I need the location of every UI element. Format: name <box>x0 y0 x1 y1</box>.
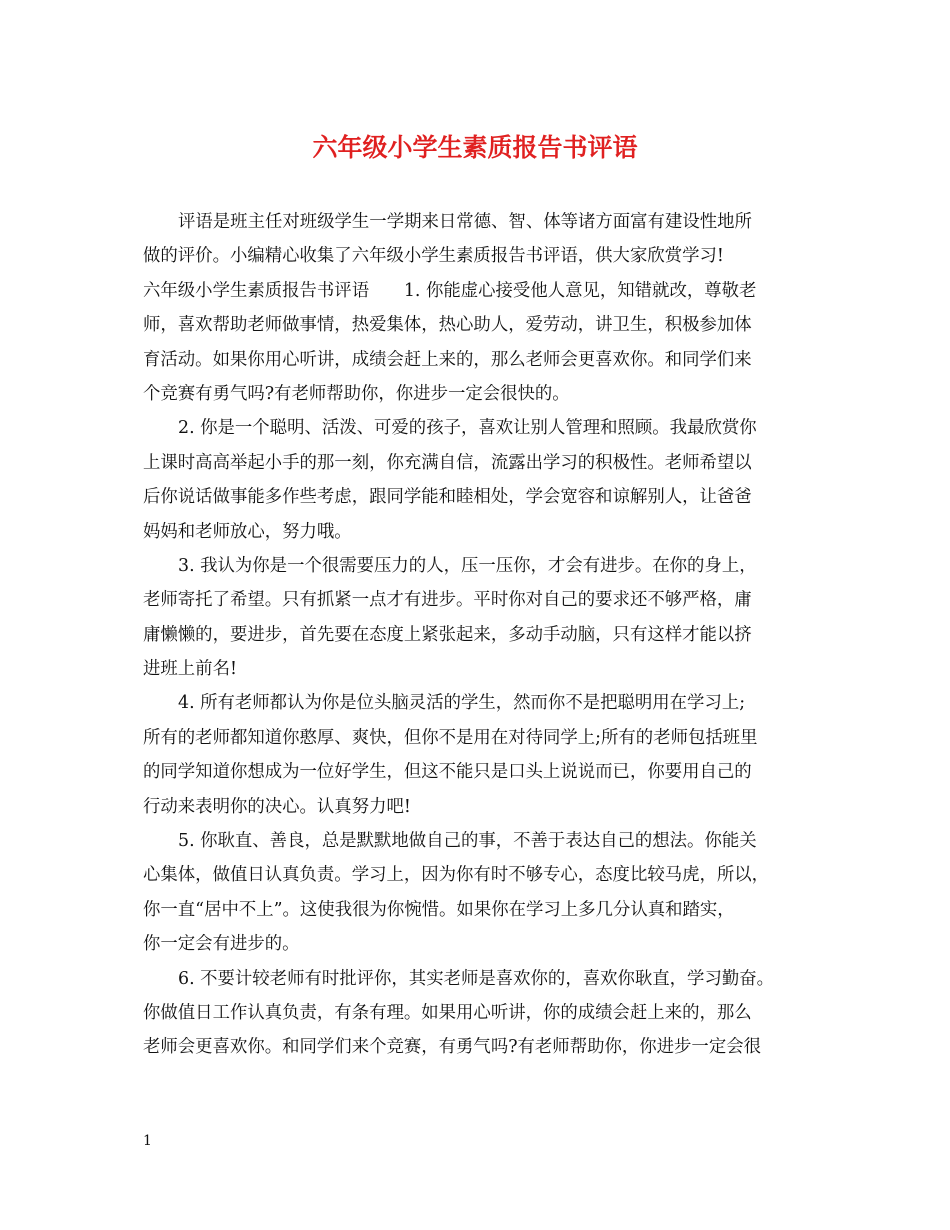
text-line: 6. 不要计较老师有时批评你，其实老师是喜欢你的，喜欢你耿直，学习勤奋。 <box>178 968 775 989</box>
text-line: 的同学知道你想成为一位好学生，但这不能只是口头上说说而已，你要用自己的 <box>143 762 752 783</box>
document-title: 六年级小学生素质报告书评语 <box>312 133 638 162</box>
text-line: 做的评价。小编精心收集了六年级小学生素质报告书评语，供大家欣赏学习! <box>143 246 724 267</box>
text-line: 5. 你耿直、善良，总是默默地做自己的事，不善于表达自己的想法。你能关 <box>178 831 757 852</box>
text-line: 育活动。如果你用心听讲，成绩会赶上来的，那么老师会更喜欢你。和同学们来 <box>143 349 752 370</box>
text-line: 后你说话做事能多作些考虑，跟同学能和睦相处，学会宽容和谅解别人，让爸爸 <box>143 487 752 508</box>
text-line: 2. 你是一个聪明、活泼、可爱的孩子，喜欢让别人管理和照顾。我最欣赏你 <box>178 418 757 439</box>
text-line: 进班上前名! <box>143 659 237 680</box>
text-line: 你一定会有进步的。 <box>143 934 300 955</box>
text-line: 六年级小学生素质报告书评语 1. 你能虚心接受他人意见，知错就改，尊敬老 <box>143 280 757 301</box>
text-line: 老师会更喜欢你。和同学们来个竞赛，有勇气吗?有老师帮助你，你进步一定会很 <box>143 1037 761 1058</box>
text-line: 所有的老师都知道你憨厚、爽快，但你不是用在对待同学上;所有的老师包括班里 <box>143 727 758 748</box>
document-body <box>143 205 813 1065</box>
text-line: 4. 所有老师都认为你是位头脑灵活的学生，然而你不是把聪明用在学习上; <box>178 693 746 714</box>
page-number: 1 <box>143 1133 152 1149</box>
text-line: 心集体，做值日认真负责。学习上，因为你有时不够专心，态度比较马虎，所以， <box>143 865 770 886</box>
text-line: 3. 我认为你是一个很需要压力的人，压一压你，才会有进步。在你的身上， <box>178 555 757 576</box>
text-line: 个竞赛有勇气吗?有老师帮助你，你进步一定会很快的。 <box>143 383 570 404</box>
text-line: 评语是班主任对班级学生一学期来日常德、智、体等诸方面富有建设性地所 <box>178 212 752 232</box>
text-line: 庸懒懒的，要进步，首先要在态度上紧张起来，多动手动脑，只有这样才能以挤 <box>143 624 752 645</box>
text-line: 老师寄托了希望。只有抓紧一点才有进步。平时你对自己的要求还不够严格，庸 <box>143 590 752 611</box>
text-line: 你做值日工作认真负责，有条有理。如果用心听讲，你的成绩会赶上来的，那么 <box>143 1002 752 1023</box>
text-line: 上课时高高举起小手的那一刻，你充满自信，流露出学习的积极性。老师希望以 <box>143 452 752 473</box>
text-line: 行动来表明你的决心。认真努力吧! <box>143 796 411 817</box>
text-line: 妈妈和老师放心，努力哦。 <box>143 521 352 542</box>
text-line: 你一直“居中不上”。这使我很为你惋惜。如果你在学习上多几分认真和踏实， <box>143 899 735 920</box>
text-line: 师，喜欢帮助老师做事情，热爱集体，热心助人，爱劳动，讲卫生，积极参加体 <box>143 315 752 336</box>
